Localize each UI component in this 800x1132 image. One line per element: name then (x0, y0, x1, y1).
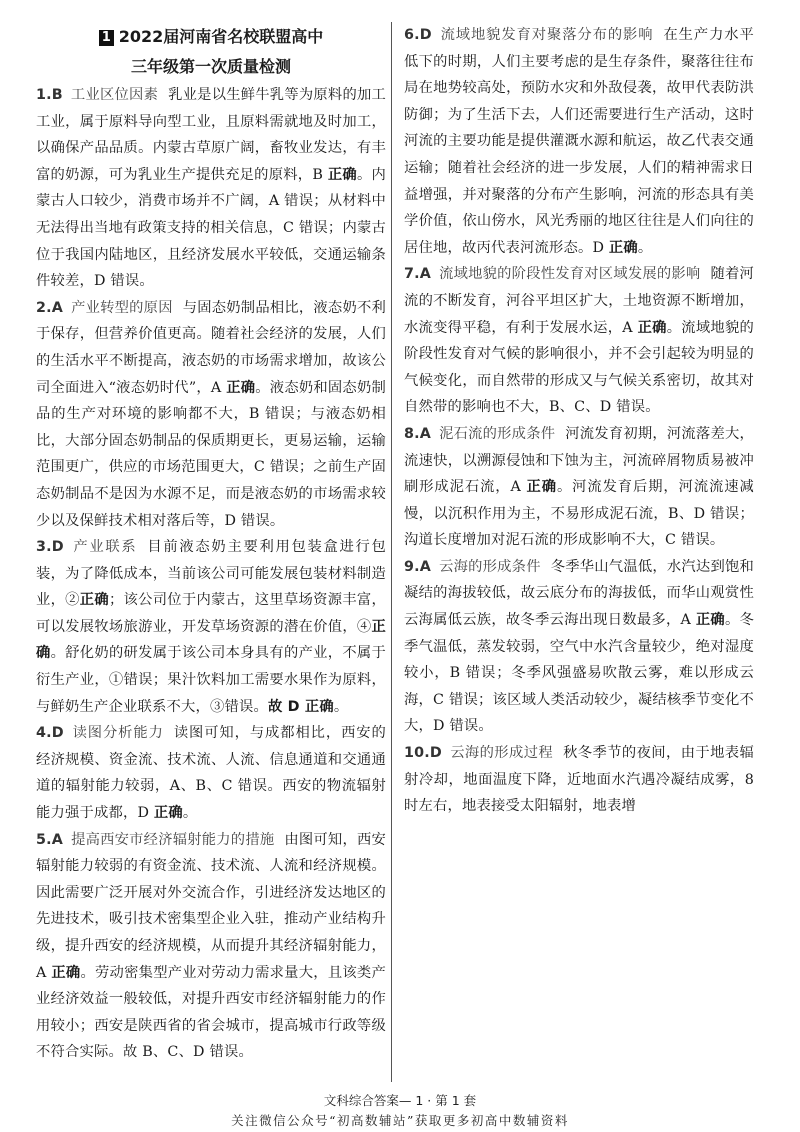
answer-number: 4.D (36, 725, 64, 742)
answer-verdict: 正确 (637, 319, 667, 336)
answer-topic: 产业转型的原因 (71, 299, 173, 316)
answer-verdict: 正确 (79, 592, 109, 609)
answer-verdict: 正确 (327, 166, 357, 183)
answer-explanation: 。内蒙古人口较少，消费市场并不广阔，A 错误；从材料中无法得出当地有政策支持的相关信息，C 错误；内蒙古位于我国内陆地区，且经济发展水平较低，交通运输条件较差，D 错误。 (36, 166, 386, 290)
answer-verdict: 正确 (153, 805, 183, 822)
answer-topic: 读图分析能力 (71, 725, 164, 742)
answer-explanation: 由图可知，西安辐射能力较弱的有资金流、技术流、人流和经济规模。因此需要广泛开展对外交流合作，引进经济发达地区的先进技术，吸引技术密集型企业入驻，推动产业结构升级，提升西安的经济规模，从而提升其经济辐射能力，A (36, 831, 386, 981)
set-number-badge: 1 (99, 30, 114, 46)
answer-explanation: 河流发育初期，河流落差大，流速快，以溯源侵蚀和下蚀为主，河流碎屑物质易被冲刷形成泥石流，A (404, 425, 754, 496)
page-title-text: 2022届河南省名校联盟高中 (118, 27, 324, 46)
answer-item (36, 82, 386, 295)
left-column (36, 22, 386, 1066)
answer-explanation: 。流域地貌的阶段性发育对气候的影响很小，并不会引起较为明显的气候变化，而自然带的形成又与气候关系密切，故其对自然带的影响也不大，B、C、D 错误。 (404, 319, 754, 416)
answer-explanation: 。 (637, 239, 653, 256)
page-footer-promo: 关注微信公众号“初高数辅站”获取更多初高中数辅资料 (231, 1113, 569, 1128)
answer-explanation: 。冬季气温低，蒸发较弱，空气中水汽含量较少，绝对湿度较小，B 错误；冬季风强盛易吹散云雾，难以形成云海，C 错误；该区域人类活动较少，凝结核季节变化不大，D 错误。 (404, 612, 754, 735)
answer-explanation: 乳业是以生鲜牛乳等为原料的加工工业，属于原料导向型工业，且原料需就地及时加工，以确保产品品质。内蒙古草原广阔，畜牧业发达，有丰富的奶源，可为乳业生产提供充足的原料，B (36, 87, 387, 183)
answer-explanation: ；该公司位于内蒙古，这里草场资源丰富，可以发展牧场旅游业，开发草场资源的潜在价值，④ (36, 592, 386, 635)
answer-topic: 工业区位因素 (70, 87, 159, 103)
answer-explanation: 与固态奶制品相比，液态奶不利于保存，但营养价值更高。随着社会经济的发展，人们的生活水平不断提高，液态奶的市场需求增加，故该公司全面进入“液态奶时代”，A (36, 299, 386, 396)
answer-number: 8.A (404, 425, 432, 442)
answer-explanation: 冬季华山气温低，水汽达到饱和凝结的海拔较低，故云底分布的海拔低，而华山观赏性云海属低云族，故冬季云海出现日数最多，A (404, 558, 754, 629)
answer-page (36, 22, 766, 1084)
answer-topic: 流域地貌发育对聚落分布的影响 (439, 27, 654, 43)
answer-explanation: 读图可知，与成都相比，西安的经济规模、资金流、技术流、人流、信息通道和交通通道的辐射能力较弱，A、B、C 错误。西安的物流辐射能力强于成都，D (36, 725, 386, 822)
answer-number: 1.B (36, 87, 63, 103)
answer-number: 6.D (404, 27, 432, 43)
answer-verdict: 正确 (226, 379, 256, 396)
answer-verdict: 正确 (526, 479, 557, 496)
answer-verdict: 正确 (36, 618, 386, 662)
answer-verdict: 故 D 正确 (267, 698, 334, 715)
answer-list-right (404, 22, 754, 820)
answer-number: 9.A (404, 558, 432, 575)
answer-explanation: 随着河流的不断发育，河谷平坦区扩大，土地资源不断增加，水流变得平稳，有利于发展水运，A (404, 266, 754, 336)
answer-number: 10.D (404, 745, 442, 762)
answer-topic: 提高西安市经济辐射能力的措施 (71, 831, 275, 848)
answer-topic: 泥石流的形成条件 (439, 425, 556, 442)
answer-explanation: 。 (333, 698, 349, 715)
answer-explanation: 。河流发育后期，河流流速减慢，以沉积作用为主，不易形成泥石流，B、D 错误；沟道长度增加对泥石流的形成影响不大，C 错误。 (404, 479, 755, 549)
answer-item (404, 554, 754, 740)
answer-item (36, 534, 386, 720)
answer-topic: 流域地貌的阶段性发育对区域发展的影响 (439, 266, 701, 283)
answer-item (404, 421, 754, 554)
answer-verdict: 正确 (51, 964, 81, 981)
answer-item (404, 261, 754, 421)
answer-topic: 产业联系 (71, 539, 138, 556)
answer-number: 2.A (36, 299, 64, 316)
right-column (404, 22, 754, 820)
answer-topic: 云海的形成条件 (439, 558, 541, 575)
answer-explanation: 。舒化奶的研发属于该公司本身具有的产业，不属于衍生产业，①错误；果汁饮料加工需要水果作为原料，与鲜奶生产企业联系不大，③错误。 (36, 645, 386, 715)
answer-verdict: 正确 (695, 612, 725, 629)
answer-topic: 云海的形成过程 (450, 745, 554, 762)
answer-explanation: 。液态奶和固态奶制品的生产对环境的影响都不大，B 错误；与液态奶相比，大部分固态奶制品的保质期更长，更易运输，运输范围更广，供应的市场范围更大，C 错误；之前生产固态奶制品不是因为水源不足，而是液态奶的市场需求较少以及保鲜技术相对落后等，D 错误。 (36, 379, 386, 529)
answer-explanation: 在生产力水平低下的时期，人们主要考虑的是生存条件，聚落往往布局在地势较高处，预防水灾和外敌侵袭，故甲代表防洪防御；为了生活下去，人们还需要进行生产活动，这时河流的主要功能是提供灌溉水源和航运，故乙代表交通运输；随着社会经济的进一步发展，人们的精神需求日益增强，并对聚落的分布产生影响，河流的形态具有美学价值，依山傍水，风光秀丽的地区往往是人们向往的居住地，故丙代表河流形态。D (404, 27, 754, 256)
answer-item (36, 295, 386, 534)
answer-item (404, 740, 754, 820)
answer-number: 5.A (36, 831, 64, 848)
page-footer-label: 文科综合答案— 1 · 第 1 套 (323, 1093, 477, 1108)
page-title-line2: 三年级第一次质量检测 (130, 57, 291, 76)
answer-explanation: 。劳动密集型产业对劳动力需求量大，且该类产业经济效益一般较低，对提升西安市经济辐射能力的作用较小；西安是陕西省的省会城市，提高城市行政等级不符合实际。故 B、C、D 错误。 (36, 964, 386, 1061)
answer-number: 7.A (404, 266, 432, 283)
answer-number: 3.D (36, 539, 64, 556)
answer-verdict: 正确 (608, 239, 638, 256)
answer-explanation: 。 (182, 805, 198, 822)
answer-list-left (36, 82, 386, 1066)
page-title-line1 (36, 22, 386, 52)
answer-item (36, 827, 386, 1066)
answer-item (36, 720, 386, 826)
answer-explanation: 秋冬季节的夜间，由于地表辐射冷却，地面温度下降，近地面水汽遇冷凝结成雾，8 时左右，地表接受太阳辐射，地表增 (404, 745, 754, 815)
answer-explanation: 目前液态奶主要利用包装盒进行包装，为了降低成本，当前该公司可能发展包装材料制造业，② (36, 539, 386, 609)
answer-item (404, 22, 754, 261)
